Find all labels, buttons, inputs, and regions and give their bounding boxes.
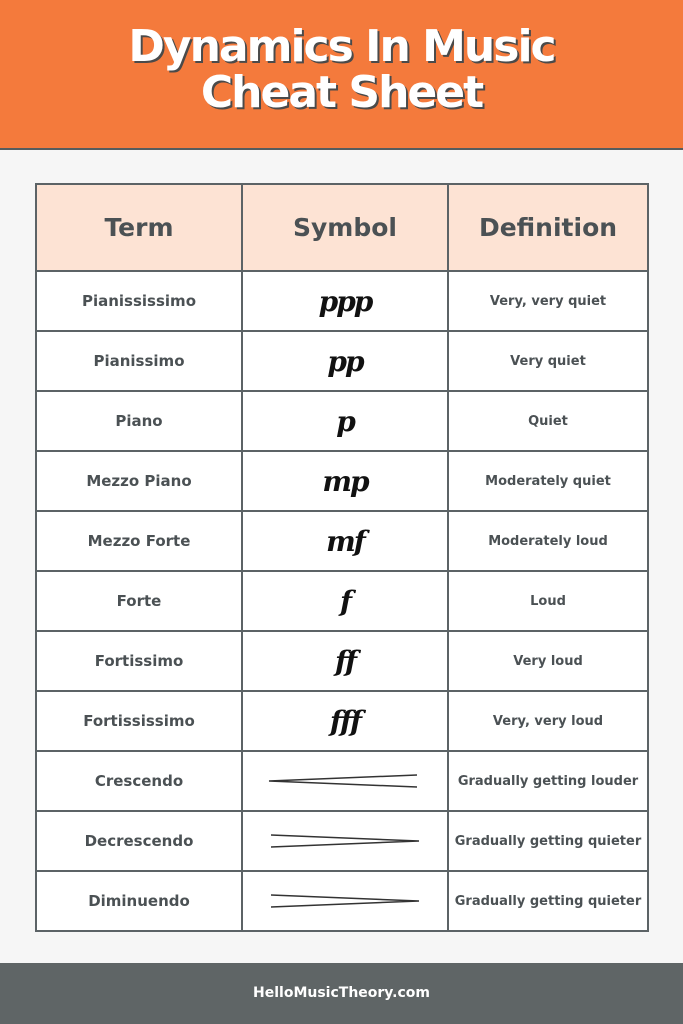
table-row xyxy=(36,871,648,931)
dynamic-symbol: p xyxy=(336,404,354,438)
definition-cell: Very quiet xyxy=(448,331,648,391)
table-row xyxy=(36,451,648,511)
page-title xyxy=(0,21,683,118)
symbol-cell xyxy=(242,391,448,451)
dynamic-symbol: ppp xyxy=(318,284,372,318)
definition-cell: Very, very loud xyxy=(448,691,648,751)
crescendo-hairpin-icon xyxy=(265,771,425,791)
definition-cell: Gradually getting quieter xyxy=(448,871,648,931)
term-cell: Forte xyxy=(36,571,242,631)
table-row xyxy=(36,331,648,391)
dynamic-symbol: mp xyxy=(322,464,368,498)
table-header-row xyxy=(36,184,648,271)
column-header-term: Term xyxy=(36,184,242,271)
table-row xyxy=(36,751,648,811)
column-header-definition: Definition xyxy=(448,184,648,271)
table-row xyxy=(36,691,648,751)
symbol-cell xyxy=(242,331,448,391)
definition-cell: Moderately quiet xyxy=(448,451,648,511)
dynamics-table xyxy=(35,183,649,932)
symbol-cell xyxy=(242,451,448,511)
table-row xyxy=(36,571,648,631)
definition-cell: Very, very quiet xyxy=(448,271,648,331)
dynamic-symbol: fff xyxy=(329,704,361,738)
symbol-cell xyxy=(242,691,448,751)
definition-cell: Gradually getting louder xyxy=(448,751,648,811)
symbol-cell xyxy=(242,631,448,691)
symbol-cell xyxy=(242,271,448,331)
table-row xyxy=(36,631,648,691)
term-cell: Fortissimo xyxy=(36,631,242,691)
symbol-cell xyxy=(242,511,448,571)
footer-site-url: HelloMusicTheory.com xyxy=(0,963,683,1024)
decrescendo-hairpin-icon xyxy=(265,831,425,851)
definition-cell: Quiet xyxy=(448,391,648,451)
symbol-cell xyxy=(242,811,448,871)
term-cell: Fortississimo xyxy=(36,691,242,751)
definition-cell: Moderately loud xyxy=(448,511,648,571)
decrescendo-hairpin-icon xyxy=(265,891,425,911)
dynamic-symbol: pp xyxy=(327,344,363,378)
dynamic-symbol: f xyxy=(339,584,351,618)
definition-cell: Very loud xyxy=(448,631,648,691)
table-row xyxy=(36,271,648,331)
term-cell: Pianissimo xyxy=(36,331,242,391)
table-row xyxy=(36,811,648,871)
table-row xyxy=(36,511,648,571)
definition-cell: Loud xyxy=(448,571,648,631)
term-cell: Mezzo Piano xyxy=(36,451,242,511)
symbol-cell xyxy=(242,871,448,931)
term-cell: Pianississimo xyxy=(36,271,242,331)
table-row xyxy=(36,391,648,451)
header-banner xyxy=(0,0,683,150)
dynamic-symbol: mf xyxy=(326,524,364,558)
symbol-cell xyxy=(242,751,448,811)
title-line-1: Dynamics In Music xyxy=(128,21,555,72)
dynamic-symbol: ff xyxy=(334,644,356,678)
term-cell: Decrescendo xyxy=(36,811,242,871)
title-line-2: Cheat Sheet xyxy=(200,67,483,118)
term-cell: Piano xyxy=(36,391,242,451)
symbol-cell xyxy=(242,571,448,631)
term-cell: Crescendo xyxy=(36,751,242,811)
column-header-symbol: Symbol xyxy=(242,184,448,271)
definition-cell: Gradually getting quieter xyxy=(448,811,648,871)
term-cell: Mezzo Forte xyxy=(36,511,242,571)
term-cell: Diminuendo xyxy=(36,871,242,931)
